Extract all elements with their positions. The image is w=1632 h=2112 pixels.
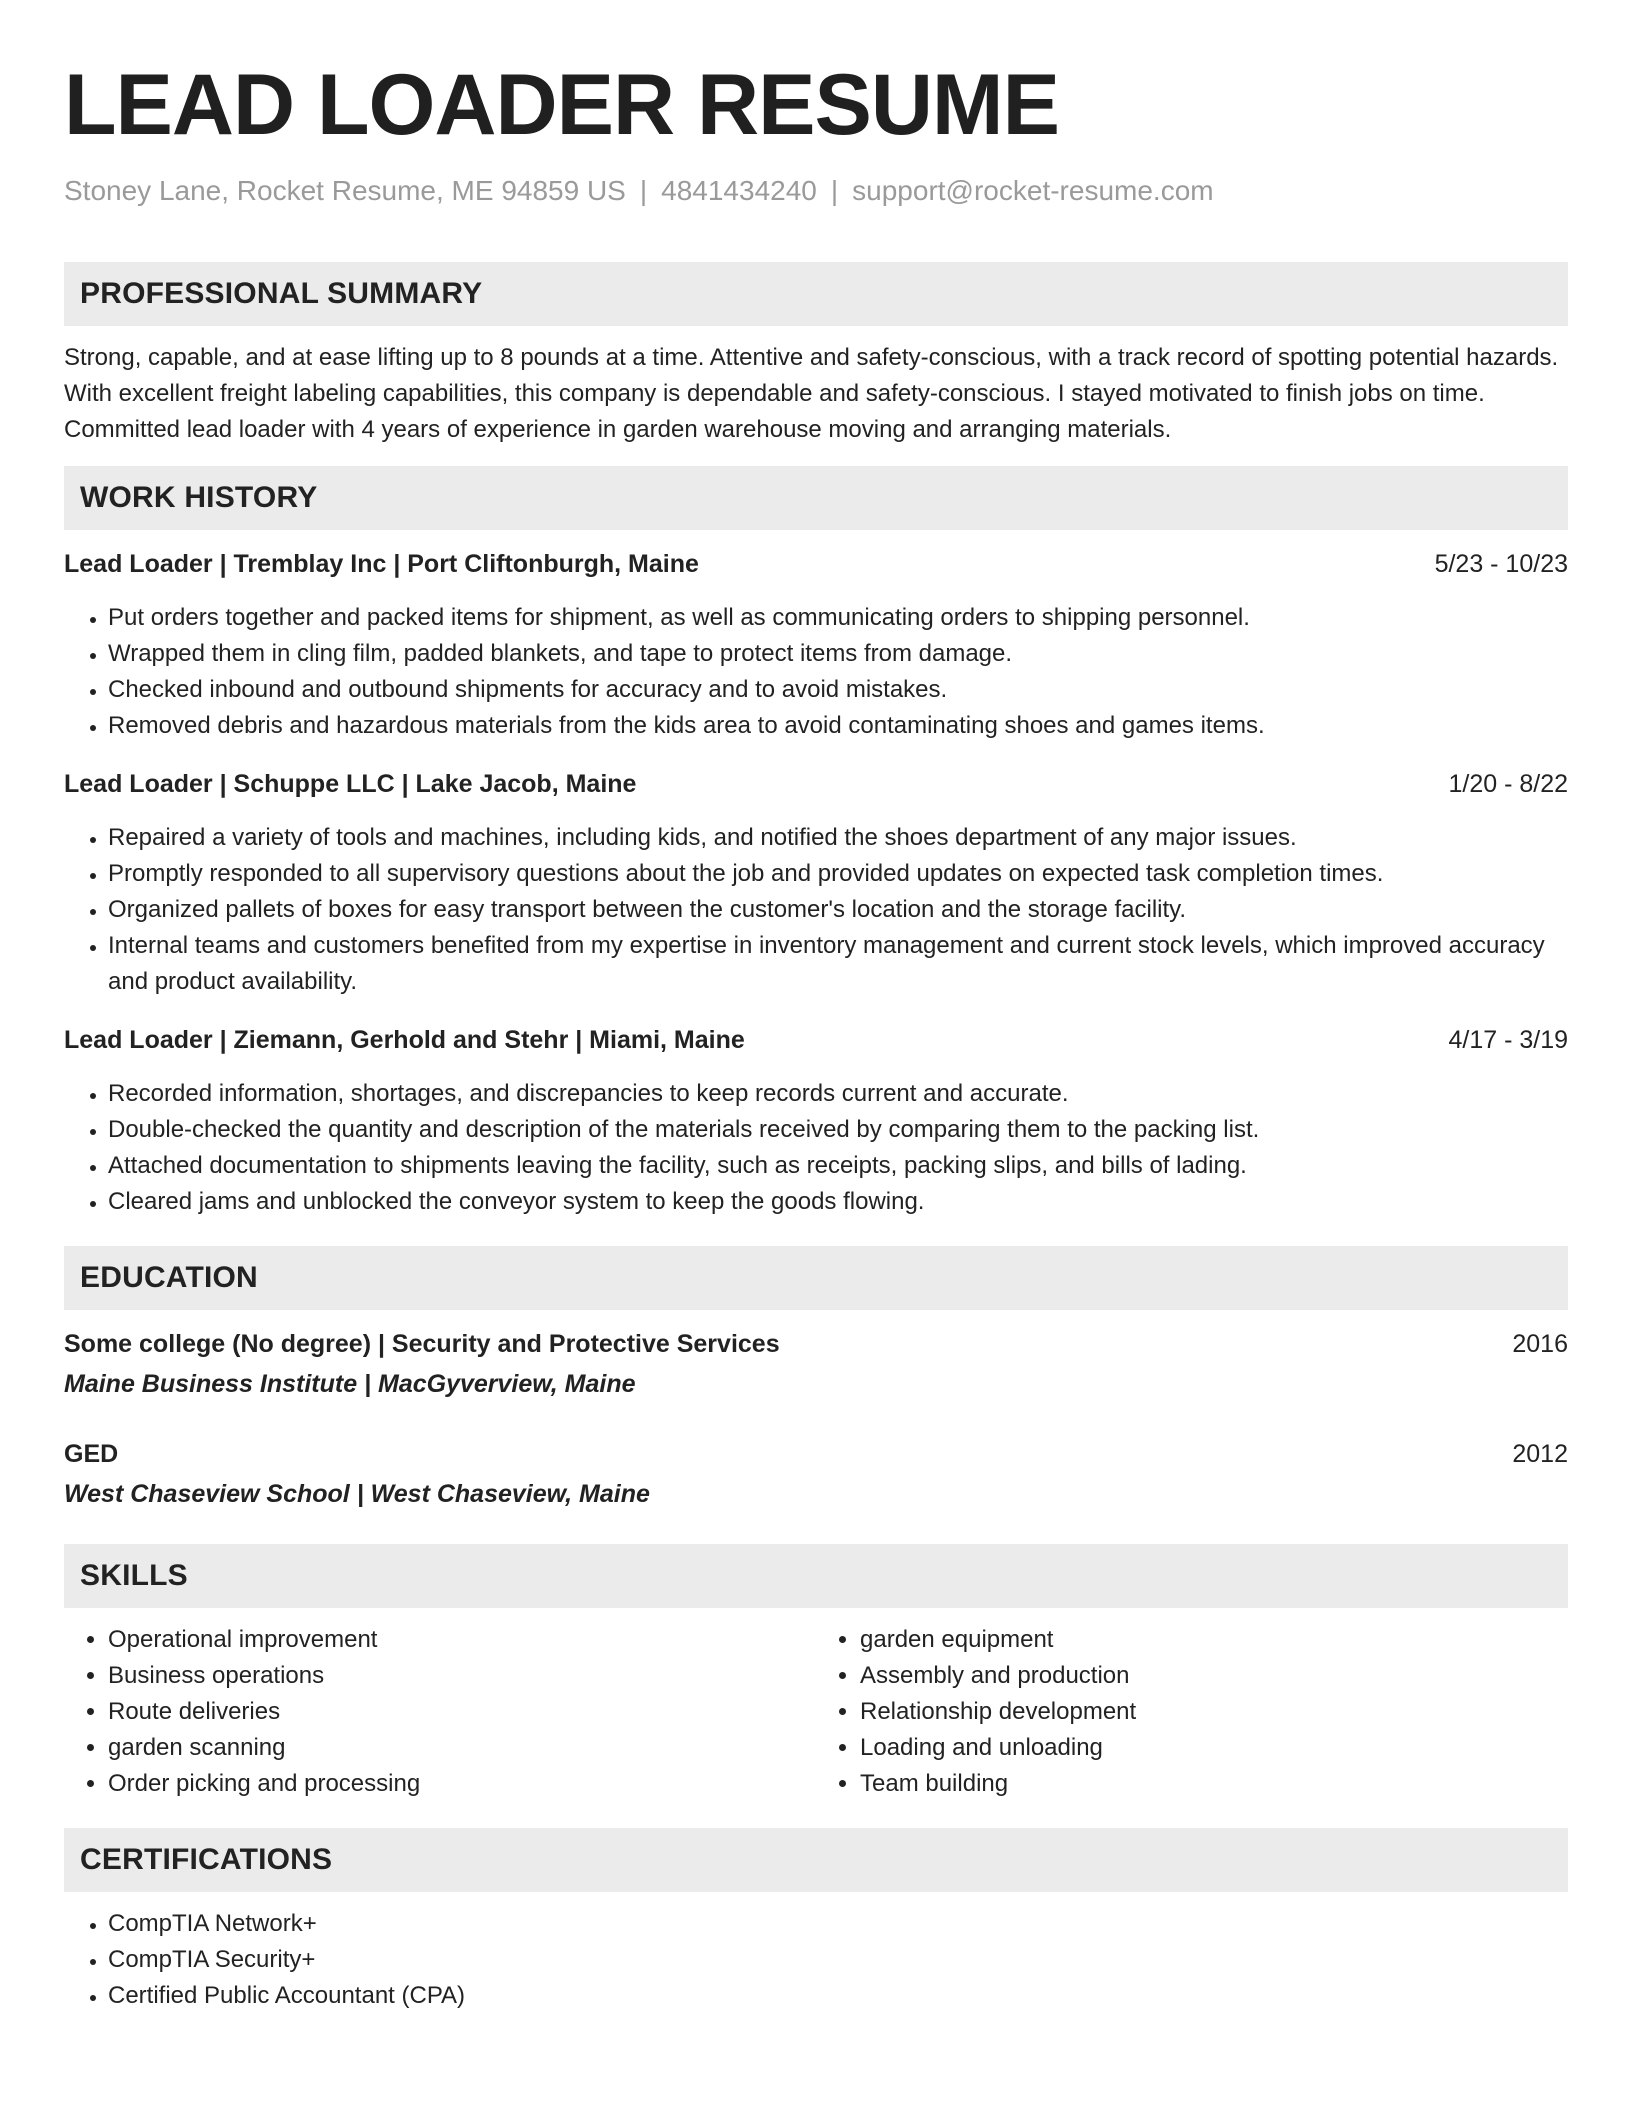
education-year: 2012 xyxy=(1512,1439,1568,1468)
contact-separator: | xyxy=(639,175,648,206)
job-bullet: • Repaired a variety of tools and machines, including kids, and notified the shoes department of any major issues. xyxy=(108,820,1568,856)
skill-item: • Assembly and production xyxy=(860,1658,1568,1694)
summary-section xyxy=(64,262,1568,448)
job-title: Lead Loader | Ziemann, Gerhold and Stehr | Miami, Maine xyxy=(64,1025,745,1054)
job-bullets xyxy=(64,600,1568,744)
skill-item: • Route deliveries xyxy=(108,1694,816,1730)
skill-item: • Team building xyxy=(860,1766,1568,1802)
skill-item: • Order picking and processing xyxy=(108,1766,816,1802)
contact-email: support@rocket-resume.com xyxy=(852,175,1214,206)
job-title: Lead Loader | Schuppe LLC | Lake Jacob, Maine xyxy=(64,769,637,798)
summary-text: Strong, capable, and at ease lifting up to 8 pounds at a time. Attentive and safety-conscious, with a track record of spotting potential hazards. With excellent freight labeling capabilities, this company is dependable and safety-conscious. I stayed motivated to finish jobs on time. Committed lead loader with 4 years of experience in garden warehouse moving and arranging materials. xyxy=(64,343,1559,443)
summary-heading: PROFESSIONAL SUMMARY xyxy=(64,262,1568,326)
job-bullet: • Checked inbound and outbound shipments for accuracy and to avoid mistakes. xyxy=(108,672,1568,708)
certification-item: • CompTIA Network+ xyxy=(108,1906,1568,1942)
contact-separator: | xyxy=(830,175,839,206)
resume-title: LEAD LOADER RESUME xyxy=(64,57,1059,153)
job-bullet: • Wrapped them in cling film, padded blankets, and tape to protect items from damage. xyxy=(108,636,1568,672)
contact-phone: 4841434240 xyxy=(661,175,817,206)
skills-section xyxy=(64,1544,1568,1802)
skill-item: • Business operations xyxy=(108,1658,816,1694)
education-year: 2016 xyxy=(1512,1329,1568,1358)
job-bullet: • Promptly responded to all supervisory questions about the job and provided updates on expected task completion times. xyxy=(108,856,1568,892)
job-dates: 1/20 - 8/22 xyxy=(1448,769,1568,798)
education-degree: Some college (No degree) | Security and Protective Services xyxy=(64,1329,780,1358)
skills-list-left xyxy=(64,1622,816,1802)
contact-address: Stoney Lane, Rocket Resume, ME 94859 US xyxy=(64,175,626,206)
education-school: Maine Business Institute | MacGyverview, Maine xyxy=(64,1369,636,1398)
job-bullet: • Attached documentation to shipments leaving the facility, such as receipts, packing slips, and bills of lading. xyxy=(108,1148,1568,1184)
education-section xyxy=(64,1246,1568,1512)
skill-item: • Operational improvement xyxy=(108,1622,816,1658)
job-bullets xyxy=(64,1076,1568,1220)
job-bullet: • Recorded information, shortages, and discrepancies to keep records current and accurate. xyxy=(108,1076,1568,1112)
skills-heading: SKILLS xyxy=(64,1544,1568,1608)
certifications-heading: CERTIFICATIONS xyxy=(64,1828,1568,1892)
certifications-section xyxy=(64,1828,1568,2014)
job-bullet: • Removed debris and hazardous materials from the kids area to avoid contaminating shoes and games items. xyxy=(108,708,1568,744)
skills-list-right xyxy=(816,1622,1568,1802)
job-entry xyxy=(64,1022,1568,1220)
contact-line xyxy=(64,174,1568,208)
job-bullet: • Organized pallets of boxes for easy transport between the customer's location and the storage facility. xyxy=(108,892,1568,928)
job-entry xyxy=(64,546,1568,744)
education-entry xyxy=(64,1436,1568,1512)
skill-item: • garden scanning xyxy=(108,1730,816,1766)
skills-columns xyxy=(64,1622,1568,1802)
job-bullets xyxy=(64,820,1568,1000)
work-history-section xyxy=(64,466,1568,1220)
work-history-heading: WORK HISTORY xyxy=(64,466,1568,530)
job-bullet: • Cleared jams and unblocked the conveyor system to keep the goods flowing. xyxy=(108,1184,1568,1220)
certification-item: • Certified Public Accountant (CPA) xyxy=(108,1978,1568,2014)
certification-item: • CompTIA Security+ xyxy=(108,1942,1568,1978)
certifications-list xyxy=(64,1906,1568,2014)
education-entry xyxy=(64,1326,1568,1402)
job-bullet: • Internal teams and customers benefited from my expertise in inventory management and current stock levels, which improved accuracy and product availability. xyxy=(108,928,1568,1000)
education-degree: GED xyxy=(64,1439,119,1468)
job-title: Lead Loader | Tremblay Inc | Port Cliftonburgh, Maine xyxy=(64,549,699,578)
job-bullet: • Double-checked the quantity and description of the materials received by comparing them to the packing list. xyxy=(108,1112,1568,1148)
skill-item: • Loading and unloading xyxy=(860,1730,1568,1766)
education-heading: EDUCATION xyxy=(64,1246,1568,1310)
job-bullet: • Put orders together and packed items for shipment, as well as communicating orders to shipping personnel. xyxy=(108,600,1568,636)
job-dates: 4/17 - 3/19 xyxy=(1448,1025,1568,1054)
job-entry xyxy=(64,766,1568,1000)
skill-item: • garden equipment xyxy=(860,1622,1568,1658)
job-dates: 5/23 - 10/23 xyxy=(1434,549,1568,578)
skill-item: • Relationship development xyxy=(860,1694,1568,1730)
education-school: West Chaseview School | West Chaseview, Maine xyxy=(64,1479,650,1508)
